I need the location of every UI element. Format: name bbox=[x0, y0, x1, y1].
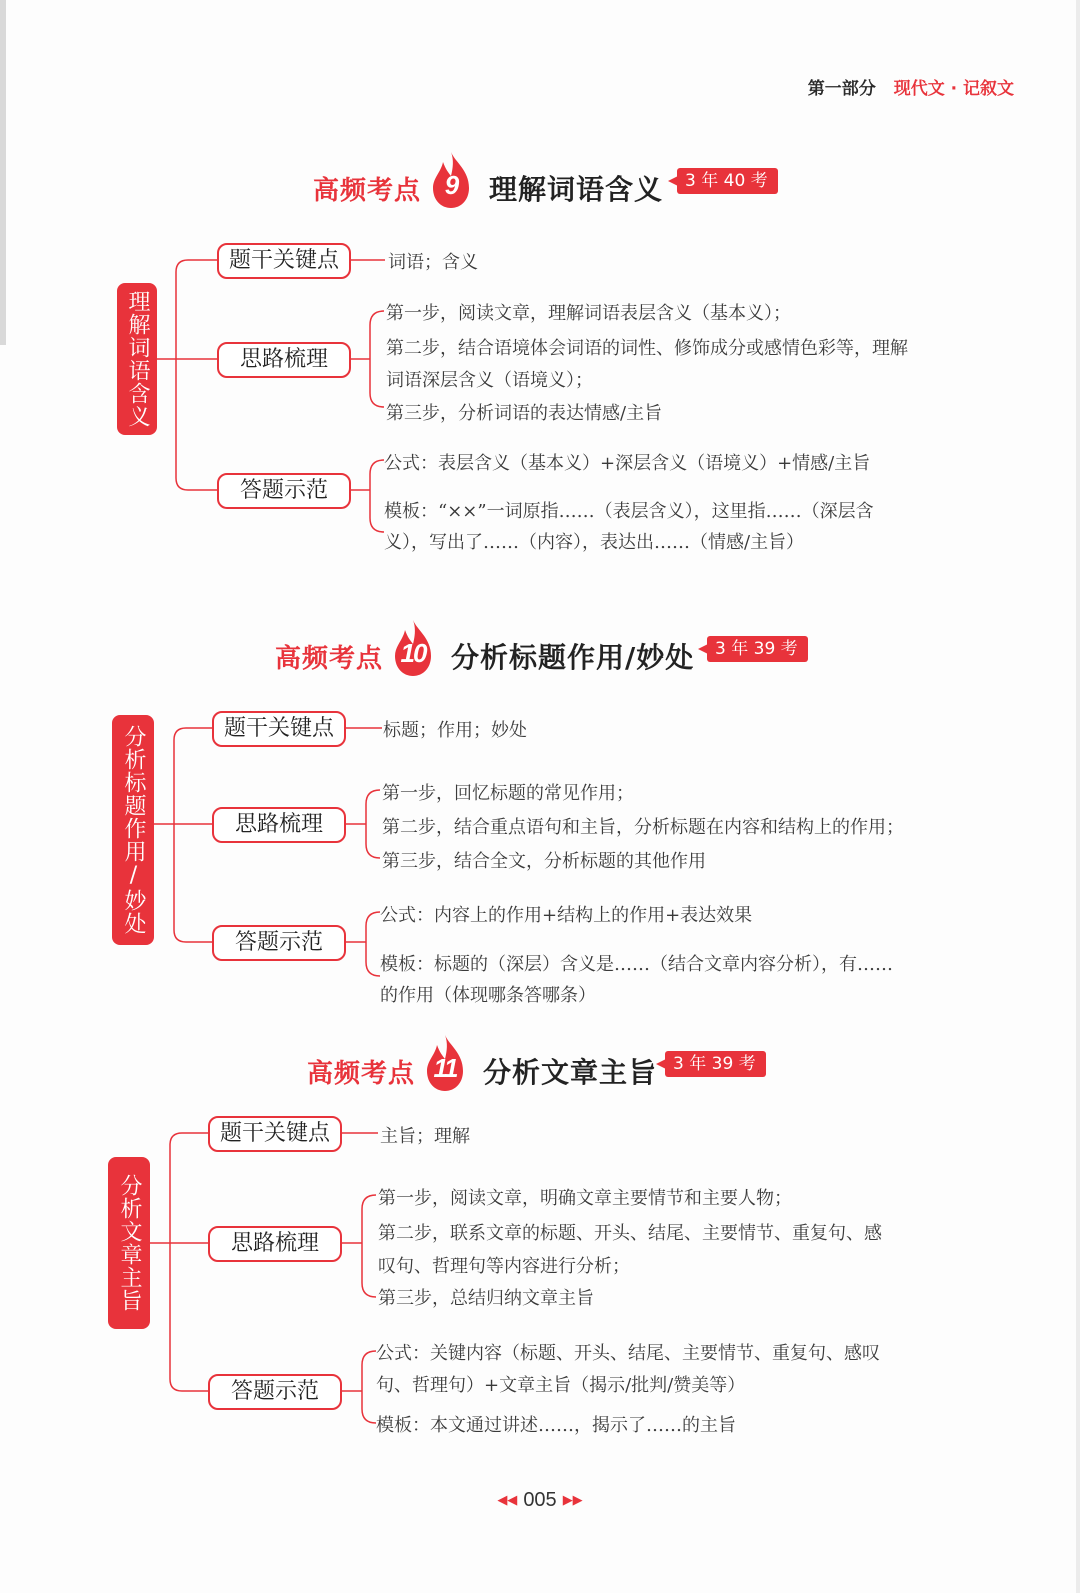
step-line: 第三步，分析词语的表达情感/主旨 bbox=[386, 403, 663, 424]
section-title: 分析标题作用/妙处 bbox=[451, 641, 695, 674]
step-line: 第三步，结合全文，分析标题的其他作用 bbox=[382, 851, 706, 872]
node-keypoints: 题干关键点 bbox=[217, 243, 351, 279]
section-label: 高频考点 bbox=[275, 644, 384, 674]
section-11 bbox=[0, 1033, 1080, 1453]
answer-line: 公式：表层含义（基本义）+深层含义（语境义）+情感/主旨 bbox=[384, 453, 871, 474]
folio-arrows-right-icon: ▶▶ bbox=[562, 1492, 583, 1507]
section-number: 11 bbox=[433, 1053, 457, 1083]
running-head bbox=[808, 74, 1014, 99]
vertical-topic-label: 理解词语含义 bbox=[117, 283, 157, 435]
vertical-topic-label: 分析标题作用/妙处 bbox=[112, 715, 154, 945]
keypoints-text: 主旨；理解 bbox=[380, 1126, 470, 1147]
node-keypoints: 题干关键点 bbox=[212, 711, 346, 747]
section-number: 9 bbox=[444, 170, 458, 200]
answer-line: 公式：内容上的作用+结构上的作用+表达效果 bbox=[380, 905, 753, 926]
node-thinking: 思路梳理 bbox=[217, 342, 351, 378]
exam-frequency-badge: 3 年 39 考 bbox=[707, 636, 808, 662]
running-head-topic: 现代文 · 记叙文 bbox=[893, 79, 1014, 99]
page-number bbox=[0, 1489, 1080, 1512]
step-line: 第二步，结合重点语句和主旨，分析标题在内容和结构上的作用； bbox=[382, 817, 904, 838]
exam-frequency-badge: 3 年 40 考 bbox=[677, 168, 778, 194]
step-line: 叹句、哲理句等内容进行分析； bbox=[378, 1256, 630, 1277]
vertical-topic-label: 分析文章主旨 bbox=[108, 1157, 150, 1329]
step-line: 第一步，回忆标题的常见作用； bbox=[382, 783, 634, 804]
answer-line: 义），写出了……（内容），表达出……（情感/主旨） bbox=[384, 532, 805, 553]
answer-line: 公式：关键内容（标题、开头、结尾、主要情节、重复句、感叹 bbox=[376, 1343, 880, 1364]
section-title: 理解词语含义 bbox=[489, 173, 664, 206]
keypoints-text: 词语；含义 bbox=[388, 252, 478, 273]
step-line: 第一步，阅读文章，理解词语表层含义（基本义）； bbox=[386, 303, 791, 324]
answer-line: 的作用（体现哪条答哪条） bbox=[380, 985, 596, 1006]
step-line: 词语深层含义（语境义）； bbox=[386, 370, 593, 391]
node-answer-model: 答题示范 bbox=[212, 925, 346, 961]
section-label: 高频考点 bbox=[313, 176, 422, 206]
section-number: 10 bbox=[400, 638, 426, 668]
step-line: 第二步，结合语境体会词语的词性、修饰成分或感情色彩等，理解 bbox=[386, 338, 908, 359]
node-answer-model: 答题示范 bbox=[217, 473, 351, 509]
answer-line: 模板：标题的（深层）含义是……（结合文章内容分析），有…… bbox=[380, 954, 893, 975]
step-line: 第一步，阅读文章，明确文章主要情节和主要人物； bbox=[378, 1188, 792, 1209]
running-head-part: 第一部分 bbox=[807, 79, 876, 99]
answer-line: 模板：本文通过讲述……，揭示了……的主旨 bbox=[376, 1415, 736, 1436]
node-answer-model: 答题示范 bbox=[208, 1374, 342, 1410]
node-thinking: 思路梳理 bbox=[208, 1226, 342, 1262]
page-number-text: 005 bbox=[523, 1489, 557, 1511]
exam-frequency-badge: 3 年 39 考 bbox=[665, 1051, 766, 1077]
answer-line: 模板：“××”一词原指……（表层含义），这里指……（深层含 bbox=[384, 501, 874, 522]
folio-arrows-left-icon: ◀◀ bbox=[497, 1492, 518, 1507]
step-line: 第三步，总结归纳文章主旨 bbox=[378, 1288, 594, 1309]
step-line: 第二步，联系文章的标题、开头、结尾、主要情节、重复句、感 bbox=[378, 1223, 882, 1244]
node-thinking: 思路梳理 bbox=[212, 807, 346, 843]
node-keypoints: 题干关键点 bbox=[208, 1116, 342, 1152]
answer-line: 句、哲理句）+文章主旨（揭示/批判/赞美等） bbox=[376, 1375, 746, 1396]
section-title: 分析文章主旨 bbox=[483, 1056, 658, 1089]
section-label: 高频考点 bbox=[307, 1059, 416, 1089]
section-10 bbox=[0, 618, 1080, 1038]
keypoints-text: 标题；作用；妙处 bbox=[383, 720, 527, 741]
section-9 bbox=[0, 150, 1080, 570]
